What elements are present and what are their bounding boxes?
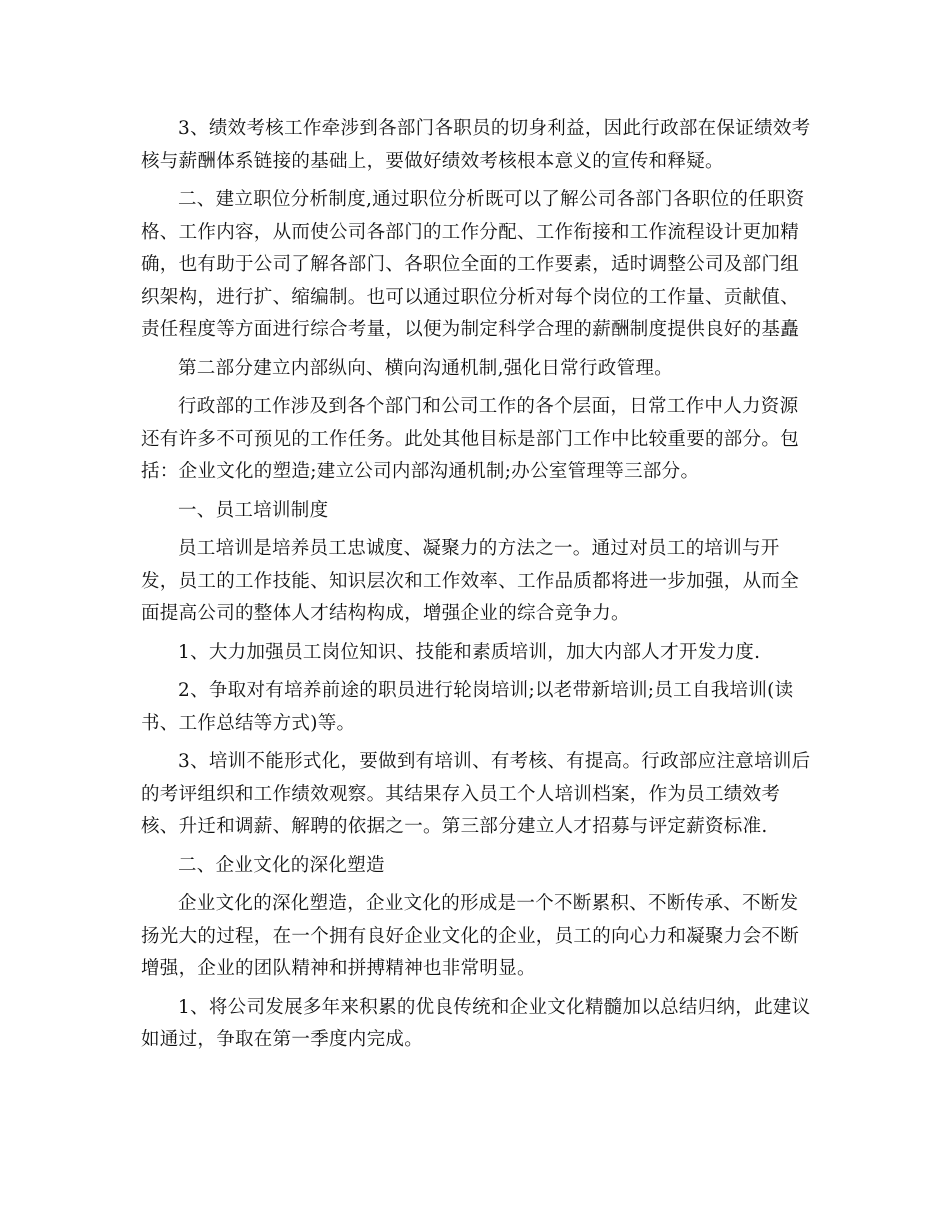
paragraph-line: 发，员工的工作技能、知识层次和工作效率、工作品质都将进一步加强，从而全	[141, 570, 800, 592]
paragraph	[141, 184, 811, 347]
paragraph-line: 一、员工培训制度	[178, 499, 329, 521]
paragraph-line: 括：企业文化的塑造;建立公司内部沟通机制;办公室管理等三部分。	[141, 461, 700, 482]
paragraph-line: 增强，企业的团队精神和拼搏精神也非常明显。	[141, 958, 536, 979]
paragraph-line: 还有许多不可预见的工作任务。此处其他目标是部门工作中比较重要的部分。包	[141, 428, 800, 450]
paragraph-line: 行政部的工作涉及到各个部门和公司工作的各个层面，日常工作中人力资源	[178, 396, 799, 417]
paragraph-line: 二、企业文化的深化塑造	[178, 854, 385, 876]
paragraph-line: 1、大力加强员工岗位知识、技能和素质培训，加大内部人才开发力度.	[178, 641, 761, 663]
paragraph-line: 如通过，争取在第一季度内完成。	[141, 1029, 424, 1050]
paragraph-line: 面提高公司的整体人才结构构成，增强企业的综合竞争力。	[141, 603, 630, 624]
paragraph	[141, 675, 811, 740]
paragraph-line: 责任程度等方面进行综合考量，以便为制定科学合理的薪酬制度提供良好的基矗	[141, 319, 800, 340]
paragraph-line: 核与薪酬体系链接的基础上，要做好绩效考核根本意义的宣传和释疑。	[141, 150, 724, 172]
paragraph-line: 扬光大的过程，在一个拥有良好企业文化的企业，员工的向心力和凝聚力会不断	[141, 925, 800, 947]
paragraph-line: 3、培训不能形式化，要做到有培训、有考核、有提高。行政部应注意培训后	[178, 751, 811, 772]
paragraph-line: 核、升迁和调薪、解聘的依据之一。第三部分建立人才招募与评定薪资标准.	[141, 816, 768, 837]
paragraph	[141, 637, 811, 670]
paragraph	[141, 391, 811, 489]
document-body	[141, 113, 811, 1063]
paragraph-line: 员工培训是培养员工忠诚度、凝聚力的方法之一。通过对员工的培训与开	[178, 538, 780, 559]
paragraph	[141, 533, 811, 631]
paragraph	[141, 888, 811, 986]
paragraph	[141, 746, 811, 844]
paragraph-line: 2、争取对有培养前途的职员进行轮岗培训;以老带新培训;员工自我培训(读	[178, 680, 794, 701]
paragraph-line: 1、将公司发展多年来积累的优良传统和企业文化精髓加以总结归纳，此建议	[178, 996, 811, 1018]
paragraph	[141, 495, 811, 528]
paragraph-line: 3、绩效考核工作牵涉到各部门各职员的切身利益，因此行政部在保证绩效考	[178, 118, 811, 139]
paragraph	[141, 992, 811, 1057]
paragraph	[141, 113, 811, 178]
paragraph-line: 织架构，进行扩、缩编制。也可以通过职位分析对每个岗位的工作量、贡献值、	[141, 286, 800, 308]
paragraph-line: 第二部分建立内部纵向、横向沟通机制,强化日常行政管理。	[178, 357, 673, 379]
paragraph-line: 企业文化的深化塑造，企业文化的形成是一个不断累积、不断传承、不断发	[178, 893, 799, 914]
paragraph-line: 二、建立职位分析制度,通过职位分析既可以了解公司各部门各职位的任职资	[178, 189, 805, 210]
paragraph	[141, 850, 811, 883]
paragraph-line: 格、工作内容，从而使公司各部门的工作分配、工作衔接和工作流程设计更加精	[141, 221, 800, 243]
paragraph-line: 确，也有助于公司了解各部门、各职位全面的工作要素，适时调整公司及部门组	[141, 254, 800, 275]
paragraph	[141, 353, 811, 386]
paragraph-line: 书、工作总结等方式)等。	[141, 712, 356, 734]
paragraph-line: 的考评组织和工作绩效观察。其结果存入员工个人培训档案，作为员工绩效考	[141, 783, 781, 805]
